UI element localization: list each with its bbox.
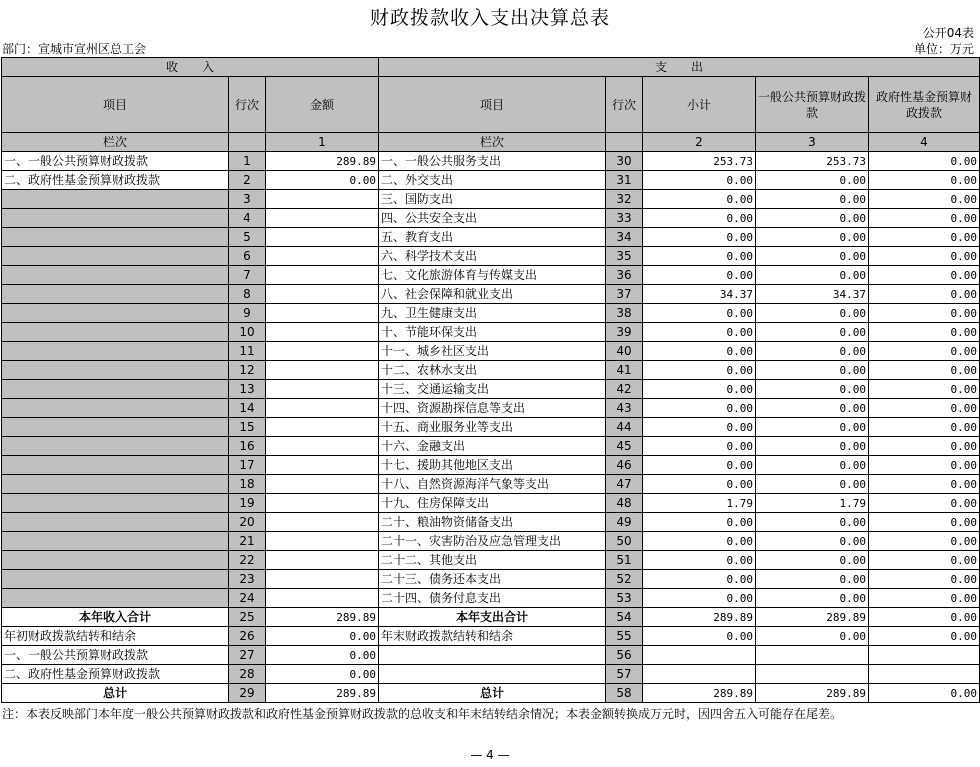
expense-item: 二十一、灾害防治及应急管理支出 <box>379 532 606 551</box>
income-item: 总计 <box>2 684 229 703</box>
expense-item-header: 项目 <box>379 77 606 133</box>
income-line-no: 6 <box>229 247 266 266</box>
report-title: 财政拨款收入支出决算总表 <box>369 7 610 29</box>
subtotal-value: 289.89 <box>643 608 756 627</box>
expense-header: 支 出 <box>379 58 980 77</box>
expense-line-no: 57 <box>606 665 643 684</box>
gov-fund-value: 0.00 <box>869 228 980 247</box>
expense-item: 十七、援助其他地区支出 <box>379 456 606 475</box>
general-budget-value: 0.00 <box>756 266 869 285</box>
income-item <box>2 323 229 342</box>
income-item <box>2 342 229 361</box>
income-line-no: 28 <box>229 665 266 684</box>
unit-label: 单位：万元 <box>913 42 974 56</box>
expense-item <box>379 646 606 665</box>
income-line-no: 24 <box>229 589 266 608</box>
expense-item: 一、一般公共服务支出 <box>379 152 606 171</box>
empty-cell <box>606 133 643 152</box>
income-amount <box>266 532 379 551</box>
income-item: 二、政府性基金预算财政拨款 <box>2 171 229 190</box>
income-line-no: 26 <box>229 627 266 646</box>
expense-line-no: 37 <box>606 285 643 304</box>
gov-fund-value <box>869 646 980 665</box>
expense-item: 二十四、债务付息支出 <box>379 589 606 608</box>
subtotal-value: 0.00 <box>643 437 756 456</box>
income-amount <box>266 361 379 380</box>
subtotal-value: 0.00 <box>643 418 756 437</box>
income-line-no: 29 <box>229 684 266 703</box>
expense-item: 二十二、其他支出 <box>379 551 606 570</box>
income-amount <box>266 209 379 228</box>
expense-line-no: 47 <box>606 475 643 494</box>
income-amount <box>266 475 379 494</box>
table-row <box>2 513 980 532</box>
income-item <box>2 494 229 513</box>
table-row <box>2 323 980 342</box>
general-budget-value: 253.73 <box>756 152 869 171</box>
total-row <box>2 646 980 665</box>
income-amount <box>266 304 379 323</box>
page-number: — 4 — <box>470 748 510 762</box>
income-line-no: 17 <box>229 456 266 475</box>
general-budget-value: 0.00 <box>756 532 869 551</box>
gov-fund-value: 0.00 <box>869 247 980 266</box>
expense-line-no: 46 <box>606 456 643 475</box>
subtotal-value: 1.79 <box>643 494 756 513</box>
table-row <box>2 456 980 475</box>
gov-fund-value: 0.00 <box>869 532 980 551</box>
income-item <box>2 551 229 570</box>
subtotal-value: 0.00 <box>643 589 756 608</box>
income-item <box>2 475 229 494</box>
gov-fund-value: 0.00 <box>869 570 980 589</box>
subtotal-value: 0.00 <box>643 380 756 399</box>
total-row <box>2 608 980 627</box>
table-row <box>2 342 980 361</box>
income-item <box>2 361 229 380</box>
income-item: 年初财政拨款结转和结余 <box>2 627 229 646</box>
gov-fund-value: 0.00 <box>869 152 980 171</box>
income-amount <box>266 323 379 342</box>
expense-item: 二十、粮油物资储备支出 <box>379 513 606 532</box>
general-budget-value: 0.00 <box>756 456 869 475</box>
gov-fund-value: 0.00 <box>869 475 980 494</box>
income-amount <box>266 589 379 608</box>
income-amount <box>266 399 379 418</box>
income-amount <box>266 570 379 589</box>
income-item-header: 项目 <box>2 77 229 133</box>
income-amount <box>266 285 379 304</box>
subtotal-value <box>643 665 756 684</box>
gov-fund-value: 0.00 <box>869 323 980 342</box>
table-row <box>2 285 980 304</box>
gov-fund-value: 0.00 <box>869 171 980 190</box>
income-item <box>2 247 229 266</box>
income-item: 二、政府性基金预算财政拨款 <box>2 665 229 684</box>
gov-fund-value <box>869 665 980 684</box>
expense-line-no: 48 <box>606 494 643 513</box>
subtotal-value: 0.00 <box>643 323 756 342</box>
col-index-2: 2 <box>643 133 756 152</box>
income-item <box>2 380 229 399</box>
table-row <box>2 247 980 266</box>
income-item <box>2 285 229 304</box>
general-budget-value: 289.89 <box>756 684 869 703</box>
gov-fund-value: 0.00 <box>869 494 980 513</box>
gov-fund-value: 0.00 <box>869 551 980 570</box>
col-index-1: 1 <box>266 133 379 152</box>
income-amount <box>266 418 379 437</box>
gov-fund-value: 0.00 <box>869 627 980 646</box>
expense-item: 十八、自然资源海洋气象等支出 <box>379 475 606 494</box>
income-line-no: 2 <box>229 171 266 190</box>
income-amount <box>266 228 379 247</box>
subtotal-value: 0.00 <box>643 456 756 475</box>
income-item <box>2 266 229 285</box>
empty-cell <box>229 133 266 152</box>
income-line-no: 9 <box>229 304 266 323</box>
general-budget-value: 0.00 <box>756 228 869 247</box>
subtotal-value: 0.00 <box>643 570 756 589</box>
subtotal-value: 0.00 <box>643 532 756 551</box>
income-line-no: 10 <box>229 323 266 342</box>
gov-fund-value: 0.00 <box>869 361 980 380</box>
income-item: 本年收入合计 <box>2 608 229 627</box>
income-amount: 0.00 <box>266 646 379 665</box>
total-row <box>2 627 980 646</box>
expense-item: 年末财政拨款结转和结余 <box>379 627 606 646</box>
income-line-no: 14 <box>229 399 266 418</box>
gov-fund-value: 0.00 <box>869 266 980 285</box>
table-row <box>2 399 980 418</box>
expense-item: 七、文化旅游体育与传媒支出 <box>379 266 606 285</box>
income-amount: 289.89 <box>266 684 379 703</box>
table-row <box>2 532 980 551</box>
table-row <box>2 228 980 247</box>
income-line-no: 1 <box>229 152 266 171</box>
income-line-no: 8 <box>229 285 266 304</box>
income-amount <box>266 380 379 399</box>
income-amount: 289.89 <box>266 152 379 171</box>
income-amount <box>266 266 379 285</box>
general-budget-value: 0.00 <box>756 418 869 437</box>
subtotal-value: 289.89 <box>643 684 756 703</box>
finance-table <box>1 57 980 703</box>
gov-fund-value: 0.00 <box>869 437 980 456</box>
expense-line-no: 44 <box>606 418 643 437</box>
expense-item: 四、公共安全支出 <box>379 209 606 228</box>
expense-item: 十九、住房保障支出 <box>379 494 606 513</box>
subtotal-value: 0.00 <box>643 190 756 209</box>
gov-fund-value: 0.00 <box>869 418 980 437</box>
subtotal-value: 0.00 <box>643 627 756 646</box>
general-budget-value: 0.00 <box>756 247 869 266</box>
income-amount <box>266 342 379 361</box>
general-budget-value: 0.00 <box>756 475 869 494</box>
table-row <box>2 190 980 209</box>
gov-fund-value: 0.00 <box>869 285 980 304</box>
expense-item: 八、社会保障和就业支出 <box>379 285 606 304</box>
subtotal-value: 0.00 <box>643 475 756 494</box>
expense-item: 十二、农林水支出 <box>379 361 606 380</box>
income-line-no: 18 <box>229 475 266 494</box>
expense-line-no: 49 <box>606 513 643 532</box>
income-line-no: 20 <box>229 513 266 532</box>
income-item <box>2 589 229 608</box>
subtotal-value: 0.00 <box>643 342 756 361</box>
expense-col-label: 栏次 <box>379 133 606 152</box>
expense-line-no: 52 <box>606 570 643 589</box>
general-budget-value: 0.00 <box>756 304 869 323</box>
income-line-no: 15 <box>229 418 266 437</box>
income-line-no: 11 <box>229 342 266 361</box>
total-row <box>2 684 980 703</box>
table-row <box>2 152 980 171</box>
table-row <box>2 418 980 437</box>
subtotal-value: 0.00 <box>643 171 756 190</box>
income-item <box>2 456 229 475</box>
income-line-no: 12 <box>229 361 266 380</box>
general-budget-value <box>756 665 869 684</box>
income-item <box>2 437 229 456</box>
income-item <box>2 228 229 247</box>
form-number: 公开04表 <box>922 26 974 40</box>
gov-fund-value: 0.00 <box>869 209 980 228</box>
gov-fund-value: 0.00 <box>869 190 980 209</box>
income-line-no: 27 <box>229 646 266 665</box>
income-line-no: 22 <box>229 551 266 570</box>
table-row <box>2 551 980 570</box>
expense-line-no: 39 <box>606 323 643 342</box>
income-item: 一、一般公共预算财政拨款 <box>2 646 229 665</box>
income-line-header: 行次 <box>229 77 266 133</box>
general-budget-value: 34.37 <box>756 285 869 304</box>
expense-line-no: 41 <box>606 361 643 380</box>
general-budget-value <box>756 646 869 665</box>
income-amount <box>266 551 379 570</box>
expense-item: 十一、城乡社区支出 <box>379 342 606 361</box>
expense-line-header: 行次 <box>606 77 643 133</box>
general-budget-value: 0.00 <box>756 380 869 399</box>
general-budget-value: 289.89 <box>756 608 869 627</box>
general-budget-value: 0.00 <box>756 513 869 532</box>
income-amount <box>266 494 379 513</box>
department-label: 部门：宣城市宣州区总工会 <box>2 42 147 56</box>
subtotal-value: 253.73 <box>643 152 756 171</box>
income-line-no: 13 <box>229 380 266 399</box>
expense-item: 五、教育支出 <box>379 228 606 247</box>
expense-line-no: 36 <box>606 266 643 285</box>
income-line-no: 16 <box>229 437 266 456</box>
income-line-no: 23 <box>229 570 266 589</box>
col-index-4: 4 <box>869 133 980 152</box>
income-item <box>2 570 229 589</box>
income-line-no: 5 <box>229 228 266 247</box>
expense-line-no: 35 <box>606 247 643 266</box>
income-item <box>2 209 229 228</box>
gov-fund-value: 0.00 <box>869 513 980 532</box>
gov-fund-value: 0.00 <box>869 608 980 627</box>
expense-line-no: 55 <box>606 627 643 646</box>
gov-fund-header: 政府性基金预算财政拨款 <box>869 77 980 133</box>
subtotal-value: 0.00 <box>643 304 756 323</box>
gov-fund-value: 0.00 <box>869 589 980 608</box>
column-header-row <box>2 77 980 133</box>
expense-item: 六、科学技术支出 <box>379 247 606 266</box>
gov-fund-value: 0.00 <box>869 399 980 418</box>
gov-fund-value: 0.00 <box>869 342 980 361</box>
expense-line-no: 50 <box>606 532 643 551</box>
expense-line-no: 56 <box>606 646 643 665</box>
expense-line-no: 58 <box>606 684 643 703</box>
table-row <box>2 266 980 285</box>
subtotal-value: 0.00 <box>643 266 756 285</box>
table-row <box>2 437 980 456</box>
income-item <box>2 399 229 418</box>
general-budget-value: 0.00 <box>756 190 869 209</box>
gov-fund-value: 0.00 <box>869 684 980 703</box>
general-budget-value: 0.00 <box>756 399 869 418</box>
subtotal-value: 0.00 <box>643 209 756 228</box>
income-amount <box>266 247 379 266</box>
income-item: 一、一般公共预算财政拨款 <box>2 152 229 171</box>
income-line-no: 7 <box>229 266 266 285</box>
subtotal-value: 0.00 <box>643 399 756 418</box>
general-budget-value: 1.79 <box>756 494 869 513</box>
table-row <box>2 570 980 589</box>
income-item <box>2 304 229 323</box>
subtotal-value: 0.00 <box>643 551 756 570</box>
general-budget-value: 0.00 <box>756 361 869 380</box>
general-budget-value: 0.00 <box>756 437 869 456</box>
subtotal-value: 0.00 <box>643 247 756 266</box>
subtotal-value: 0.00 <box>643 513 756 532</box>
general-budget-header: 一般公共预算财政拨款 <box>756 77 869 133</box>
expense-line-no: 30 <box>606 152 643 171</box>
expense-line-no: 43 <box>606 399 643 418</box>
income-item <box>2 418 229 437</box>
income-amount <box>266 513 379 532</box>
total-row <box>2 665 980 684</box>
table-row <box>2 361 980 380</box>
subtotal-value: 0.00 <box>643 361 756 380</box>
income-line-no: 25 <box>229 608 266 627</box>
income-amount <box>266 456 379 475</box>
income-line-no: 19 <box>229 494 266 513</box>
expense-line-no: 45 <box>606 437 643 456</box>
general-budget-value: 0.00 <box>756 323 869 342</box>
subtotal-value <box>643 646 756 665</box>
income-line-no: 21 <box>229 532 266 551</box>
table-row <box>2 171 980 190</box>
expense-item: 十、节能环保支出 <box>379 323 606 342</box>
gov-fund-value: 0.00 <box>869 456 980 475</box>
table-row <box>2 475 980 494</box>
income-line-no: 3 <box>229 190 266 209</box>
expense-line-no: 33 <box>606 209 643 228</box>
expense-line-no: 53 <box>606 589 643 608</box>
gov-fund-value: 0.00 <box>869 304 980 323</box>
expense-line-no: 32 <box>606 190 643 209</box>
expense-line-no: 34 <box>606 228 643 247</box>
income-amount <box>266 437 379 456</box>
expense-line-no: 31 <box>606 171 643 190</box>
income-item <box>2 190 229 209</box>
income-amount: 0.00 <box>266 665 379 684</box>
expense-item: 本年支出合计 <box>379 608 606 627</box>
income-item <box>2 513 229 532</box>
gov-fund-value: 0.00 <box>869 380 980 399</box>
general-budget-value: 0.00 <box>756 589 869 608</box>
income-item <box>2 532 229 551</box>
expense-item: 十四、资源勘探信息等支出 <box>379 399 606 418</box>
general-budget-value: 0.00 <box>756 209 869 228</box>
expense-item: 十六、金融支出 <box>379 437 606 456</box>
income-amount: 0.00 <box>266 627 379 646</box>
general-budget-value: 0.00 <box>756 171 869 190</box>
column-index-row <box>2 133 980 152</box>
table-row <box>2 380 980 399</box>
general-budget-value: 0.00 <box>756 570 869 589</box>
general-budget-value: 0.00 <box>756 342 869 361</box>
income-amount <box>266 190 379 209</box>
table-row <box>2 494 980 513</box>
income-header: 收 入 <box>2 58 379 77</box>
expense-line-no: 42 <box>606 380 643 399</box>
expense-line-no: 40 <box>606 342 643 361</box>
expense-item: 二、外交支出 <box>379 171 606 190</box>
expense-line-no: 54 <box>606 608 643 627</box>
subtotal-header: 小计 <box>643 77 756 133</box>
expense-item: 三、国防支出 <box>379 190 606 209</box>
general-budget-value: 0.00 <box>756 627 869 646</box>
subtotal-value: 34.37 <box>643 285 756 304</box>
footnote: 注：本表反映部门本年度一般公共预算财政拨款和政府性基金预算财政拨款的总收支和年末结转结余情况；本表金额转换成万元时，因四舍五入可能存在尾差。 <box>2 707 843 721</box>
table-row <box>2 304 980 323</box>
income-line-no: 4 <box>229 209 266 228</box>
expense-item: 总计 <box>379 684 606 703</box>
table-row <box>2 209 980 228</box>
expense-item: 九、卫生健康支出 <box>379 304 606 323</box>
expense-line-no: 51 <box>606 551 643 570</box>
subtotal-value: 0.00 <box>643 228 756 247</box>
expense-item: 二十三、债务还本支出 <box>379 570 606 589</box>
income-amount: 0.00 <box>266 171 379 190</box>
income-amount: 289.89 <box>266 608 379 627</box>
income-col-label: 栏次 <box>2 133 229 152</box>
income-amount-header: 金额 <box>266 77 379 133</box>
expense-item: 十五、商业服务业等支出 <box>379 418 606 437</box>
general-budget-value: 0.00 <box>756 551 869 570</box>
col-index-3: 3 <box>756 133 869 152</box>
expense-item: 十三、交通运输支出 <box>379 380 606 399</box>
expense-line-no: 38 <box>606 304 643 323</box>
table-row <box>2 589 980 608</box>
section-header-row <box>2 58 980 77</box>
expense-item <box>379 665 606 684</box>
